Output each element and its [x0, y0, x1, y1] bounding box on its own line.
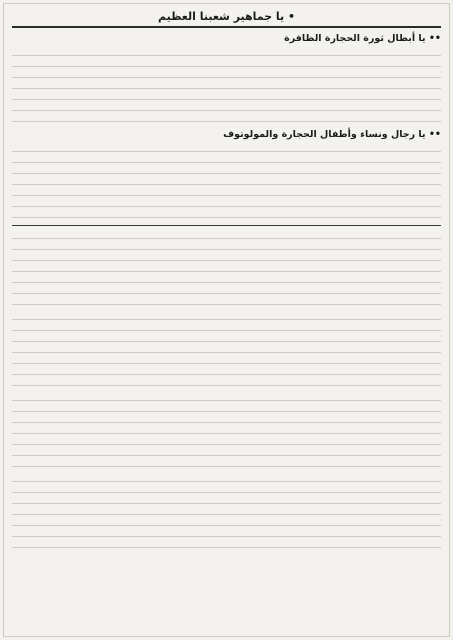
section-body — [12, 473, 441, 551]
section-body — [12, 47, 441, 125]
section — [12, 311, 441, 389]
section — [12, 128, 441, 221]
section-divider — [12, 225, 441, 226]
section-body — [12, 143, 441, 221]
section-body — [12, 230, 441, 308]
section — [12, 32, 441, 125]
section-heading: • • يا رجال ونساء وأطفال الحجارة والمولوتوف — [12, 128, 441, 141]
section — [12, 392, 441, 470]
section-body — [12, 311, 441, 389]
section — [12, 230, 441, 308]
section — [12, 473, 441, 551]
section-body — [12, 392, 441, 470]
page-headline: • يا جماهير شعبنا العظيم — [12, 10, 441, 28]
section-heading: • • يا أبطال ثورة الحجارة الظافرة — [12, 32, 441, 45]
